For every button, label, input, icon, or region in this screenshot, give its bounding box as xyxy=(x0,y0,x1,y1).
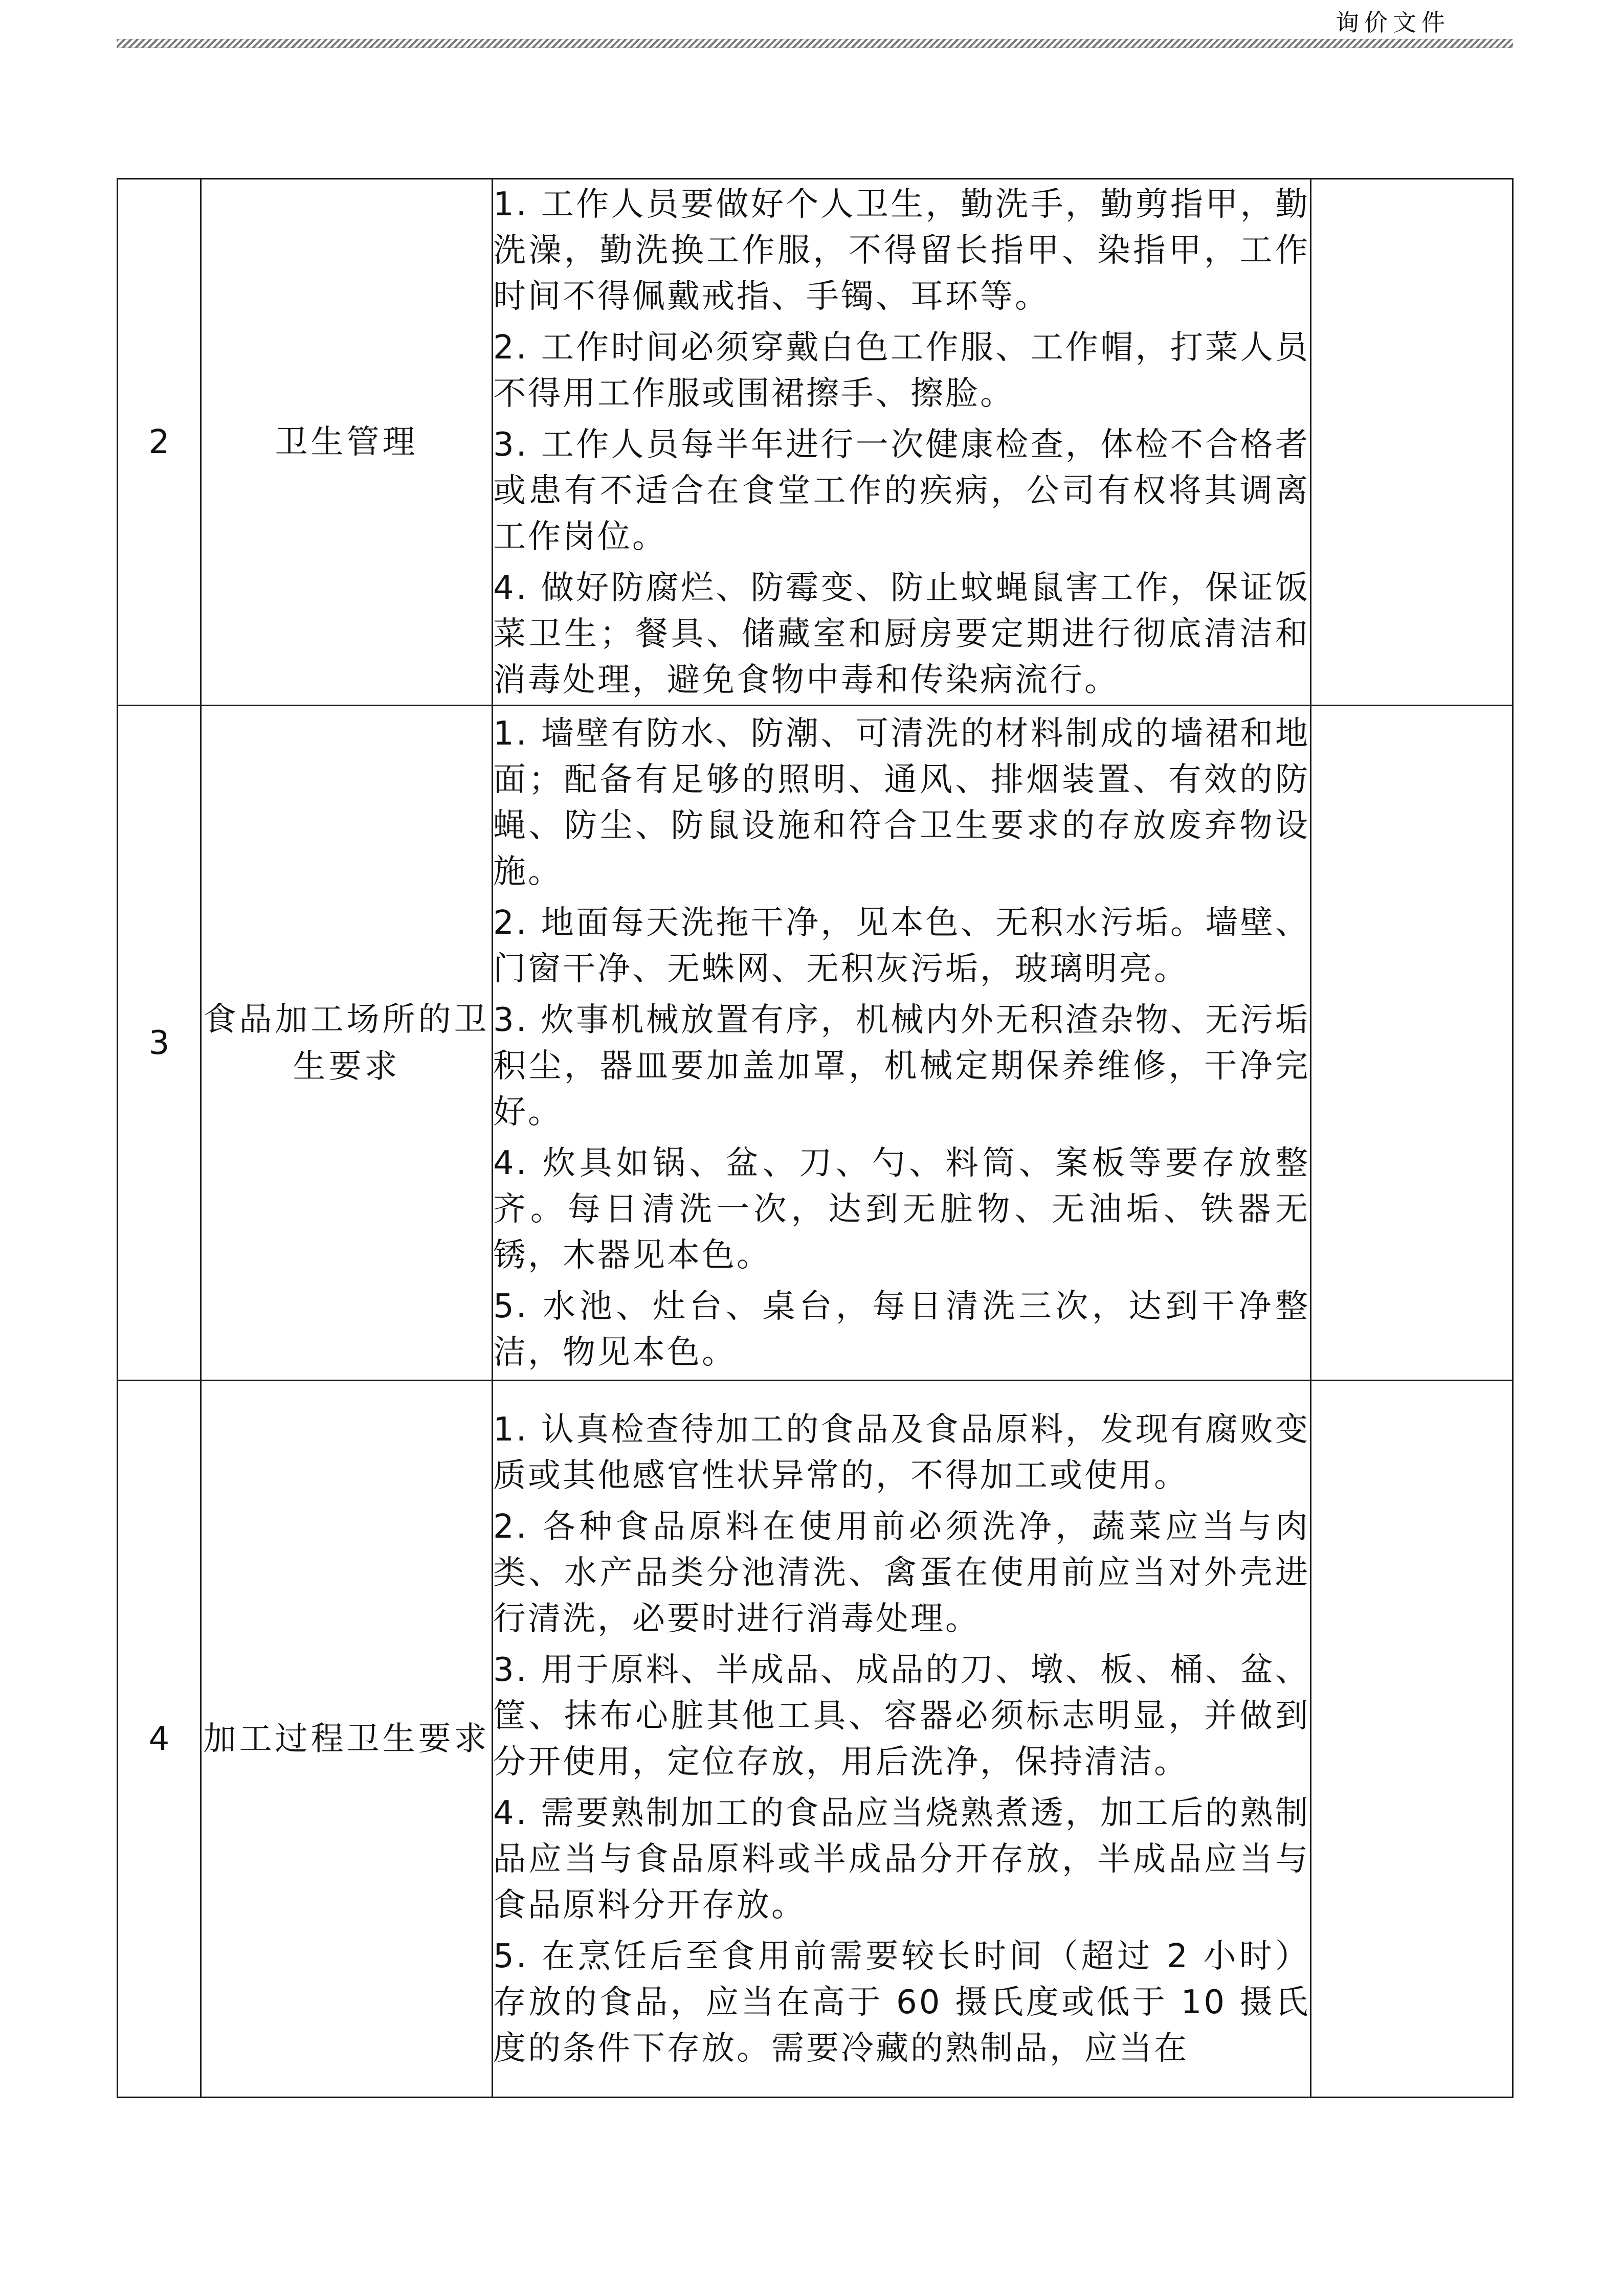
table-row xyxy=(118,179,1513,706)
table-row xyxy=(118,706,1513,1381)
header-divider xyxy=(117,39,1513,48)
content-paragraph: 4. 需要熟制加工的食品应当烧熟煮透，加工后的熟制品应当与食品原料或半成品分开存放，半成品应当与食品原料分开存放。 xyxy=(493,1794,1310,1924)
content-paragraph: 5. 水池、灶台、桌台，每日清洗三次，达到干净整洁，物见本色。 xyxy=(493,1287,1310,1371)
content-paragraph: 3. 炊事机械放置有序，机械内外无积渣杂物、无污垢积尘，器皿要加盖加罩，机械定期保养维修，干净完好。 xyxy=(493,1001,1310,1131)
document-header-title: 询价文件 xyxy=(1336,9,1450,36)
row-remark xyxy=(1311,179,1513,706)
table-row xyxy=(118,1381,1513,2098)
content-paragraph: 5. 在烹饪后至食用前需要较长时间（超过 2 小时）存放的食品，应当在高于 60 摄氏度或低于 10 摄氏度的条件下存放。需要冷藏的熟制品，应当在 xyxy=(493,1937,1310,2067)
row-content xyxy=(493,1381,1311,2098)
row-item-title: 加工过程卫生要求 xyxy=(201,1381,493,2098)
row-remark xyxy=(1311,706,1513,1381)
row-item-title: 卫生管理 xyxy=(201,179,493,706)
row-content xyxy=(493,179,1311,706)
content-paragraph: 3. 用于原料、半成品、成品的刀、墩、板、桶、盆、筐、抹布心脏其他工具、容器必须标志明显，并做到分开使用，定位存放，用后洗净，保持清洁。 xyxy=(493,1651,1310,1781)
row-item-title: 食品加工场所的卫生要求 xyxy=(201,706,493,1381)
content-paragraph: 3. 工作人员每半年进行一次健康检查，体检不合格者或患有不适合在食堂工作的疾病，公司有权将其调离工作岗位。 xyxy=(493,425,1310,556)
content-paragraph: 2. 各种食品原料在使用前必须洗净，蔬菜应当与肉类、水产品类分池清洗、禽蛋在使用前应当对外壳进行清洗，必要时进行消毒处理。 xyxy=(493,1507,1310,1638)
row-content xyxy=(493,706,1311,1381)
content-paragraph: 1. 认真检查待加工的食品及食品原料，发现有腐败变质或其他感官性状异常的，不得加工或使用。 xyxy=(493,1410,1310,1495)
row-number: 4 xyxy=(118,1381,201,2098)
content-paragraph: 2. 地面每天洗拖干净，见本色、无积水污垢。墙壁、门窗干净、无蛛网、无积灰污垢，玻璃明亮。 xyxy=(493,904,1310,988)
row-remark xyxy=(1311,1381,1513,2098)
requirements-table xyxy=(117,178,1514,2098)
content-paragraph: 1. 墙壁有防水、防潮、可清洗的材料制成的墙裙和地面；配备有足够的照明、通风、排烟装置、有效的防蝇、防尘、防鼠设施和符合卫生要求的存放废弃物设施。 xyxy=(493,714,1310,891)
row-number: 3 xyxy=(118,706,201,1381)
content-paragraph: 4. 做好防腐烂、防霉变、防止蚊蝇鼠害工作，保证饭菜卫生；餐具、储藏室和厨房要定期进行彻底清洁和消毒处理，避免食物中毒和传染病流行。 xyxy=(493,569,1310,699)
content-paragraph: 4. 炊具如锅、盆、刀、勺、料筒、案板等要存放整齐。每日清洗一次，达到无脏物、无油垢、铁器无锈，木器见本色。 xyxy=(493,1144,1310,1274)
content-paragraph: 2. 工作时间必须穿戴白色工作服、工作帽，打菜人员不得用工作服或围裙擦手、擦脸。 xyxy=(493,328,1310,413)
row-number: 2 xyxy=(118,179,201,706)
content-paragraph: 1. 工作人员要做好个人卫生，勤洗手，勤剪指甲，勤洗澡，勤洗换工作服，不得留长指甲、染指甲，工作时间不得佩戴戒指、手镯、耳环等。 xyxy=(493,185,1310,316)
